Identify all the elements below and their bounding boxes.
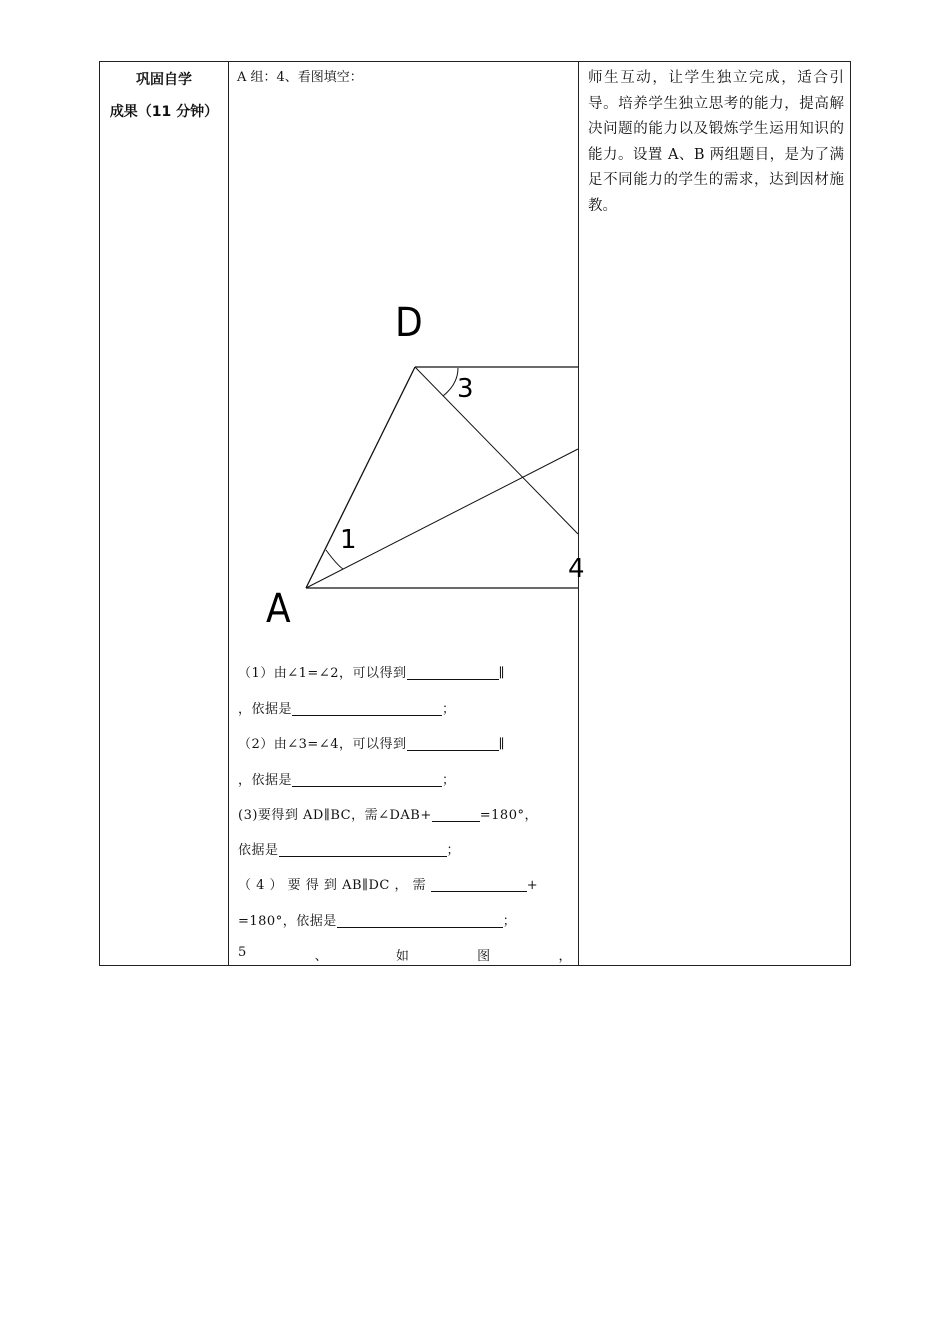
section-label-line1: 巩固自学	[136, 72, 192, 88]
label-angle-1: 1	[340, 525, 357, 555]
lesson-table	[99, 61, 851, 966]
question-1-line-a: （1）由∠1=∠2，可以得到 ∥	[238, 666, 506, 681]
answer-blank[interactable]	[407, 736, 499, 751]
label-angle-3: 3	[457, 374, 474, 404]
answer-blank[interactable]	[292, 701, 442, 716]
column-divider-1	[228, 62, 229, 965]
question-3-line-b: 依据是 ；	[238, 843, 461, 858]
label-d: D	[395, 300, 423, 346]
answer-blank[interactable]	[407, 665, 499, 680]
answer-blank[interactable]	[337, 913, 503, 928]
question-4-line-b: =180°，依据是 ；	[238, 914, 517, 929]
label-angle-4: 4	[568, 554, 585, 584]
section-label-line2: 成果（11 分钟）	[109, 104, 219, 120]
question-4-line-a: （ 4 ） 要 得 到 AB∥DC ， 需 +	[238, 878, 539, 893]
section-label-cell	[100, 62, 228, 128]
geometry-figure	[230, 272, 585, 632]
answer-blank[interactable]	[431, 877, 527, 892]
question-1-line-b: ，依据是 ；	[238, 702, 456, 717]
answer-blank[interactable]	[279, 842, 447, 857]
question-2-line-b: ，依据是 ；	[238, 773, 456, 788]
question-2-line-a: （2）由∠3=∠4，可以得到 ∥	[238, 737, 506, 752]
teaching-notes: 师生互动，让学生独立完成，适合引导。培养学生独立思考的能力，提高解决问题的能力以及锻炼学生运用知识的能力。设置 A、B 两组题目，是为了满足不同能力的学生的需求，达到因材施教。	[588, 70, 844, 214]
answer-blank[interactable]	[432, 807, 480, 822]
question-3-line-a: (3)要得到 AD∥BC，需∠DAB+ =180°，	[238, 808, 538, 823]
question-5-line: 5 、 如 图 ，	[238, 945, 572, 964]
exercise-heading: A 组：4、看图填空：	[237, 70, 363, 85]
answer-blank[interactable]	[292, 772, 442, 787]
label-a: A	[266, 586, 291, 632]
